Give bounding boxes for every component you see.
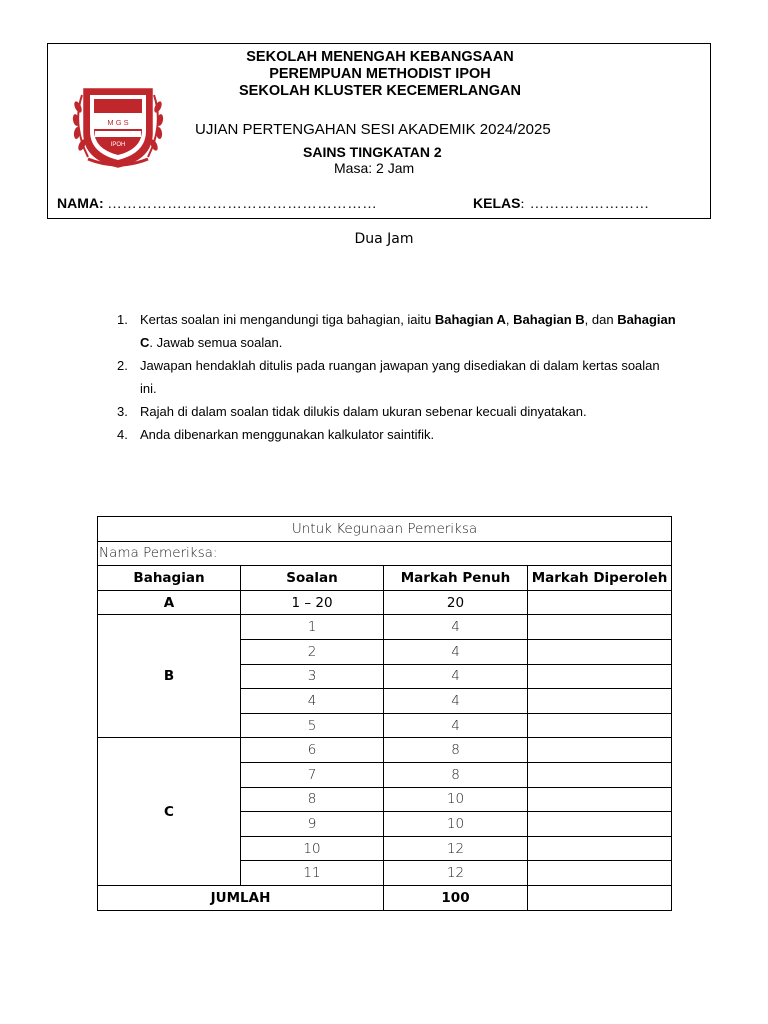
- full-marks-cell: 4: [384, 639, 528, 664]
- obtained-marks-cell: [528, 812, 672, 837]
- exam-title: UJIAN PERTENGAHAN SESI AKADEMIK 2024/2025: [195, 121, 551, 138]
- instruction-number: 1.: [117, 312, 128, 327]
- table-header-row: [98, 566, 672, 591]
- duration-subtitle: Dua Jam: [354, 231, 414, 247]
- total-label: JUMLAH: [98, 885, 384, 910]
- name-field: [57, 195, 378, 213]
- instruction-fragment: ,: [505, 312, 514, 327]
- question-cell: 11: [241, 861, 384, 886]
- obtained-marks-cell: [528, 590, 672, 615]
- school-name-line: SEKOLAH KLUSTER KECEMERLANGAN: [239, 83, 521, 99]
- instruction-text: [140, 308, 677, 354]
- section-label: A: [98, 590, 241, 615]
- question-cell: 1: [241, 615, 384, 640]
- table-row: [98, 615, 672, 640]
- svg-text:M G S: M G S: [107, 118, 129, 127]
- instruction-fragment: Rajah di dalam soalan tidak dilukis dalam ukuran sebenar kecuali dinyatakan.: [140, 404, 587, 419]
- full-marks-cell: 4: [384, 615, 528, 640]
- instruction-fragment: Jawapan hendaklah ditulis pada ruangan jawapan yang disediakan di dalam kertas soalan ini.: [140, 358, 660, 396]
- instruction-number: 2.: [117, 358, 128, 373]
- table-row: [98, 738, 672, 763]
- table-title-row: [98, 517, 672, 542]
- full-marks-cell: 20: [384, 590, 528, 615]
- name-blank: ………………………………………………: [107, 197, 378, 212]
- full-marks-cell: 4: [384, 664, 528, 689]
- examiner-marks-table: [97, 516, 672, 911]
- instruction-number: 3.: [117, 404, 128, 419]
- total-obtained-cell: [528, 885, 672, 910]
- obtained-marks-cell: [528, 615, 672, 640]
- obtained-marks-cell: [528, 787, 672, 812]
- obtained-marks-cell: [528, 738, 672, 763]
- total-value: 100: [384, 885, 528, 910]
- class-label: KELAS: [473, 195, 521, 211]
- full-marks-cell: 4: [384, 713, 528, 738]
- school-name-block: [48, 49, 710, 100]
- instruction-fragment: Kertas soalan ini mengandungi tiga bahagian, iaitu: [140, 312, 435, 327]
- svg-text:IPOH: IPOH: [110, 142, 126, 148]
- obtained-marks-cell: [528, 836, 672, 861]
- full-marks-cell: 12: [384, 861, 528, 886]
- instruction-item: [117, 423, 677, 446]
- instruction-text: [140, 423, 677, 446]
- total-row: [98, 885, 672, 910]
- instruction-fragment: , dan: [584, 312, 618, 327]
- question-cell: 1 – 20: [241, 590, 384, 615]
- table-title: Untuk Kegunaan Pemeriksa: [98, 517, 672, 542]
- obtained-marks-cell: [528, 861, 672, 886]
- section-label: B: [98, 615, 241, 738]
- instruction-number: 4.: [117, 427, 128, 442]
- exam-header: [47, 43, 711, 219]
- instruction-text: [140, 354, 677, 400]
- question-cell: 6: [241, 738, 384, 763]
- instruction-emphasis: Bahagian A: [434, 312, 506, 327]
- exam-duration: Masa: 2 Jam: [334, 160, 415, 176]
- examiner-name-label: Nama Pemeriksa:: [98, 541, 672, 566]
- full-marks-cell: 8: [384, 762, 528, 787]
- examiner-name-row: [98, 541, 672, 566]
- class-blank: : ……………………: [520, 197, 650, 212]
- section-label: C: [98, 738, 241, 886]
- obtained-marks-cell: [528, 762, 672, 787]
- instruction-text: [140, 400, 677, 423]
- instruction-fragment: . Jawab semua soalan.: [149, 335, 283, 350]
- question-cell: 7: [241, 762, 384, 787]
- instruction-fragment: Anda dibenarkan menggunakan kalkulator saintifik.: [140, 427, 435, 442]
- school-name-line: PEREMPUAN METHODIST IPOH: [269, 66, 491, 82]
- instruction-item: [117, 308, 677, 354]
- obtained-marks-cell: [528, 664, 672, 689]
- table-row: [98, 590, 672, 615]
- full-marks-cell: 4: [384, 689, 528, 714]
- obtained-marks-cell: [528, 713, 672, 738]
- column-header: Markah Penuh: [384, 566, 528, 591]
- instruction-emphasis: Bahagian B: [513, 312, 585, 327]
- obtained-marks-cell: [528, 639, 672, 664]
- school-name-line: SEKOLAH MENENGAH KEBANGSAAN: [246, 49, 514, 65]
- full-marks-cell: 10: [384, 787, 528, 812]
- full-marks-cell: 10: [384, 812, 528, 837]
- full-marks-cell: 12: [384, 836, 528, 861]
- question-cell: 3: [241, 664, 384, 689]
- column-header: Markah Diperoleh: [528, 566, 672, 591]
- name-label: NAMA:: [57, 195, 104, 211]
- instruction-emphasis: Bahagian C: [140, 312, 676, 350]
- instructions-list: [117, 308, 677, 446]
- column-header: Soalan: [241, 566, 384, 591]
- instruction-item: [117, 400, 677, 423]
- question-cell: 4: [241, 689, 384, 714]
- question-cell: 5: [241, 713, 384, 738]
- class-field: [473, 195, 650, 213]
- question-cell: 10: [241, 836, 384, 861]
- question-cell: 8: [241, 787, 384, 812]
- subject-title: SAINS TINGKATAN 2: [303, 144, 442, 160]
- instruction-item: [117, 354, 677, 400]
- full-marks-cell: 8: [384, 738, 528, 763]
- question-cell: 9: [241, 812, 384, 837]
- obtained-marks-cell: [528, 689, 672, 714]
- column-header: Bahagian: [98, 566, 241, 591]
- question-cell: 2: [241, 639, 384, 664]
